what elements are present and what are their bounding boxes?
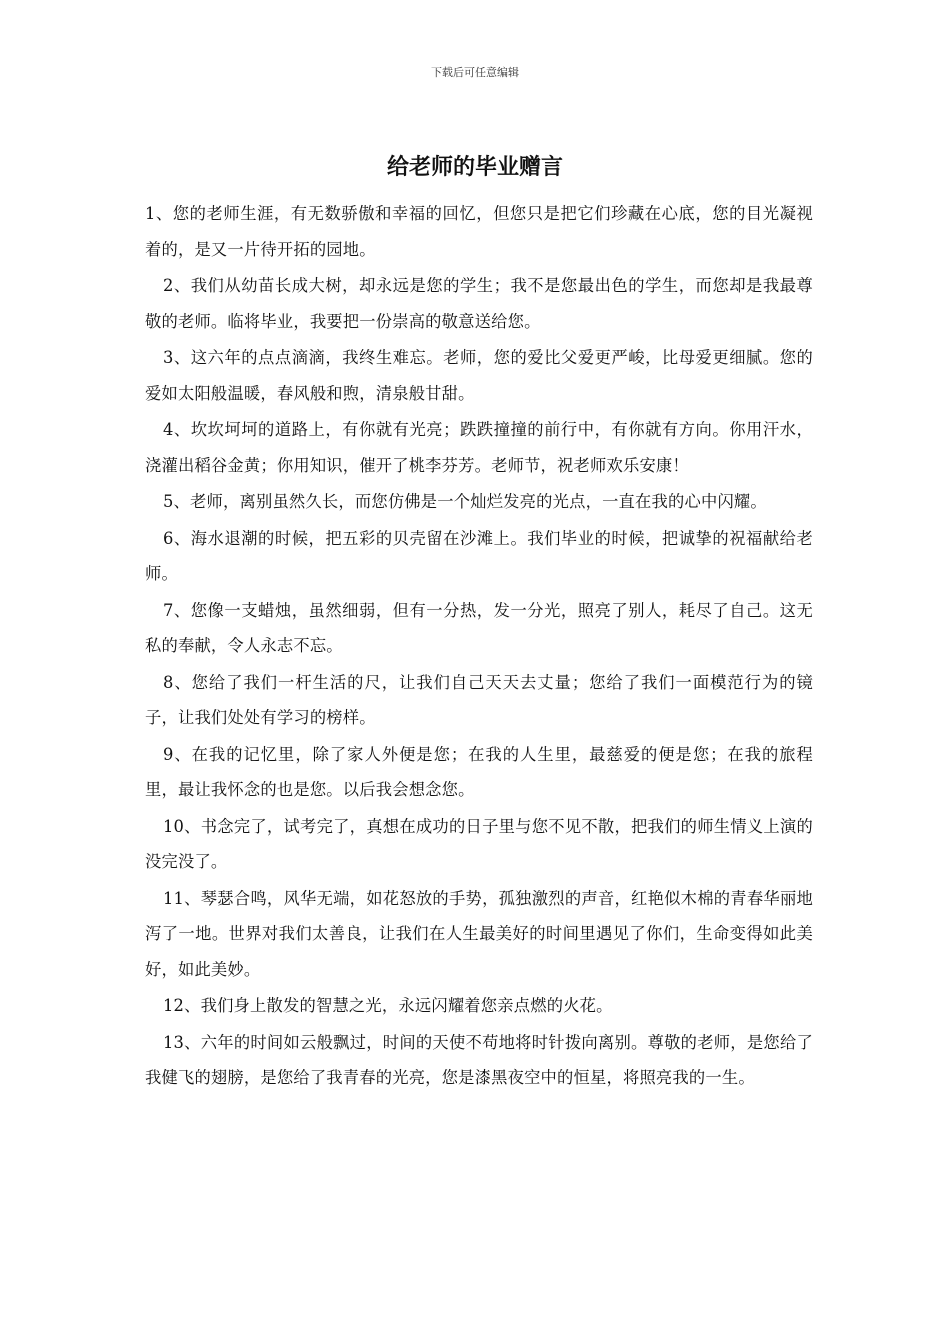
paragraph-1: 1、您的老师生涯，有无数骄傲和幸福的回忆，但您只是把它们珍藏在心底，您的目光凝视着的，是又一片待开拓的园地。 [145, 204, 813, 259]
document-title: 给老师的毕业赠言 [386, 154, 563, 180]
paragraph-3: 3、这六年的点点滴滴，我终生难忘。老师，您的爱比父爱更严峻，比母爱更细腻。您的爱如太阳般温暖，春风般和煦，清泉般甘甜。 [145, 348, 813, 403]
paragraph-12: 12、我们身上散发的智慧之光，永远闪耀着您亲点燃的火花。 [163, 996, 613, 1015]
paragraph-11: 11、琴瑟合鸣，风华无端，如花怒放的手势，孤独激烈的声音，红艳似木棉的青春华丽地泻了一地。世界对我们太善良，让我们在人生最美好的时间里遇见了你们，生命变得如此美好，如此美妙。 [145, 888, 813, 979]
paragraph-6: 6、海水退潮的时候，把五彩的贝壳留在沙滩上。我们毕业的时候，把诚挚的祝福献给老师。 [145, 528, 813, 583]
paragraph-13: 13、六年的时间如云般飘过，时间的天使不苟地将时针拨向离别。尊敬的老师，是您给了我健飞的翅膀，是您给了我青春的光亮，您是漆黑夜空中的恒星，将照亮我的一生。 [145, 1032, 813, 1087]
paragraph-9: 9、在我的记忆里，除了家人外便是您；在我的人生里，最慈爱的便是您；在我的旅程里，最让我怀念的也是您。以后我会想念您。 [145, 744, 813, 799]
paragraph-2: 2、我们从幼苗长成大树，却永远是您的学生；我不是您最出色的学生，而您却是我最尊敬的老师。临将毕业，我要把一份崇高的敬意送给您。 [145, 276, 813, 331]
paragraph-5: 5、老师，离别虽然久长，而您仿佛是一个灿烂发亮的光点，一直在我的心中闪耀。 [163, 492, 767, 511]
page-header-note: 下载后可任意编辑 [431, 66, 519, 79]
document-body [145, 196, 813, 1097]
paragraph-7: 7、您像一支蜡烛，虽然细弱，但有一分热，发一分光，照亮了别人，耗尽了自己。这无私的奉献，令人永志不忘。 [145, 600, 813, 655]
paragraph-8: 8、您给了我们一杆生活的尺，让我们自己天天去丈量；您给了我们一面模范行为的镜子，让我们处处有学习的榜样。 [145, 672, 813, 727]
paragraph-10: 10、书念完了，试考完了，真想在成功的日子里与您不见不散，把我们的师生情义上演的没完没了。 [145, 816, 813, 871]
paragraph-4: 4、坎坎坷坷的道路上，有你就有光亮；跌跌撞撞的前行中，有你就有方向。你用汗水，浇灌出稻谷金黄；你用知识，催开了桃李芬芳。老师节，祝老师欢乐安康！ [145, 420, 813, 475]
